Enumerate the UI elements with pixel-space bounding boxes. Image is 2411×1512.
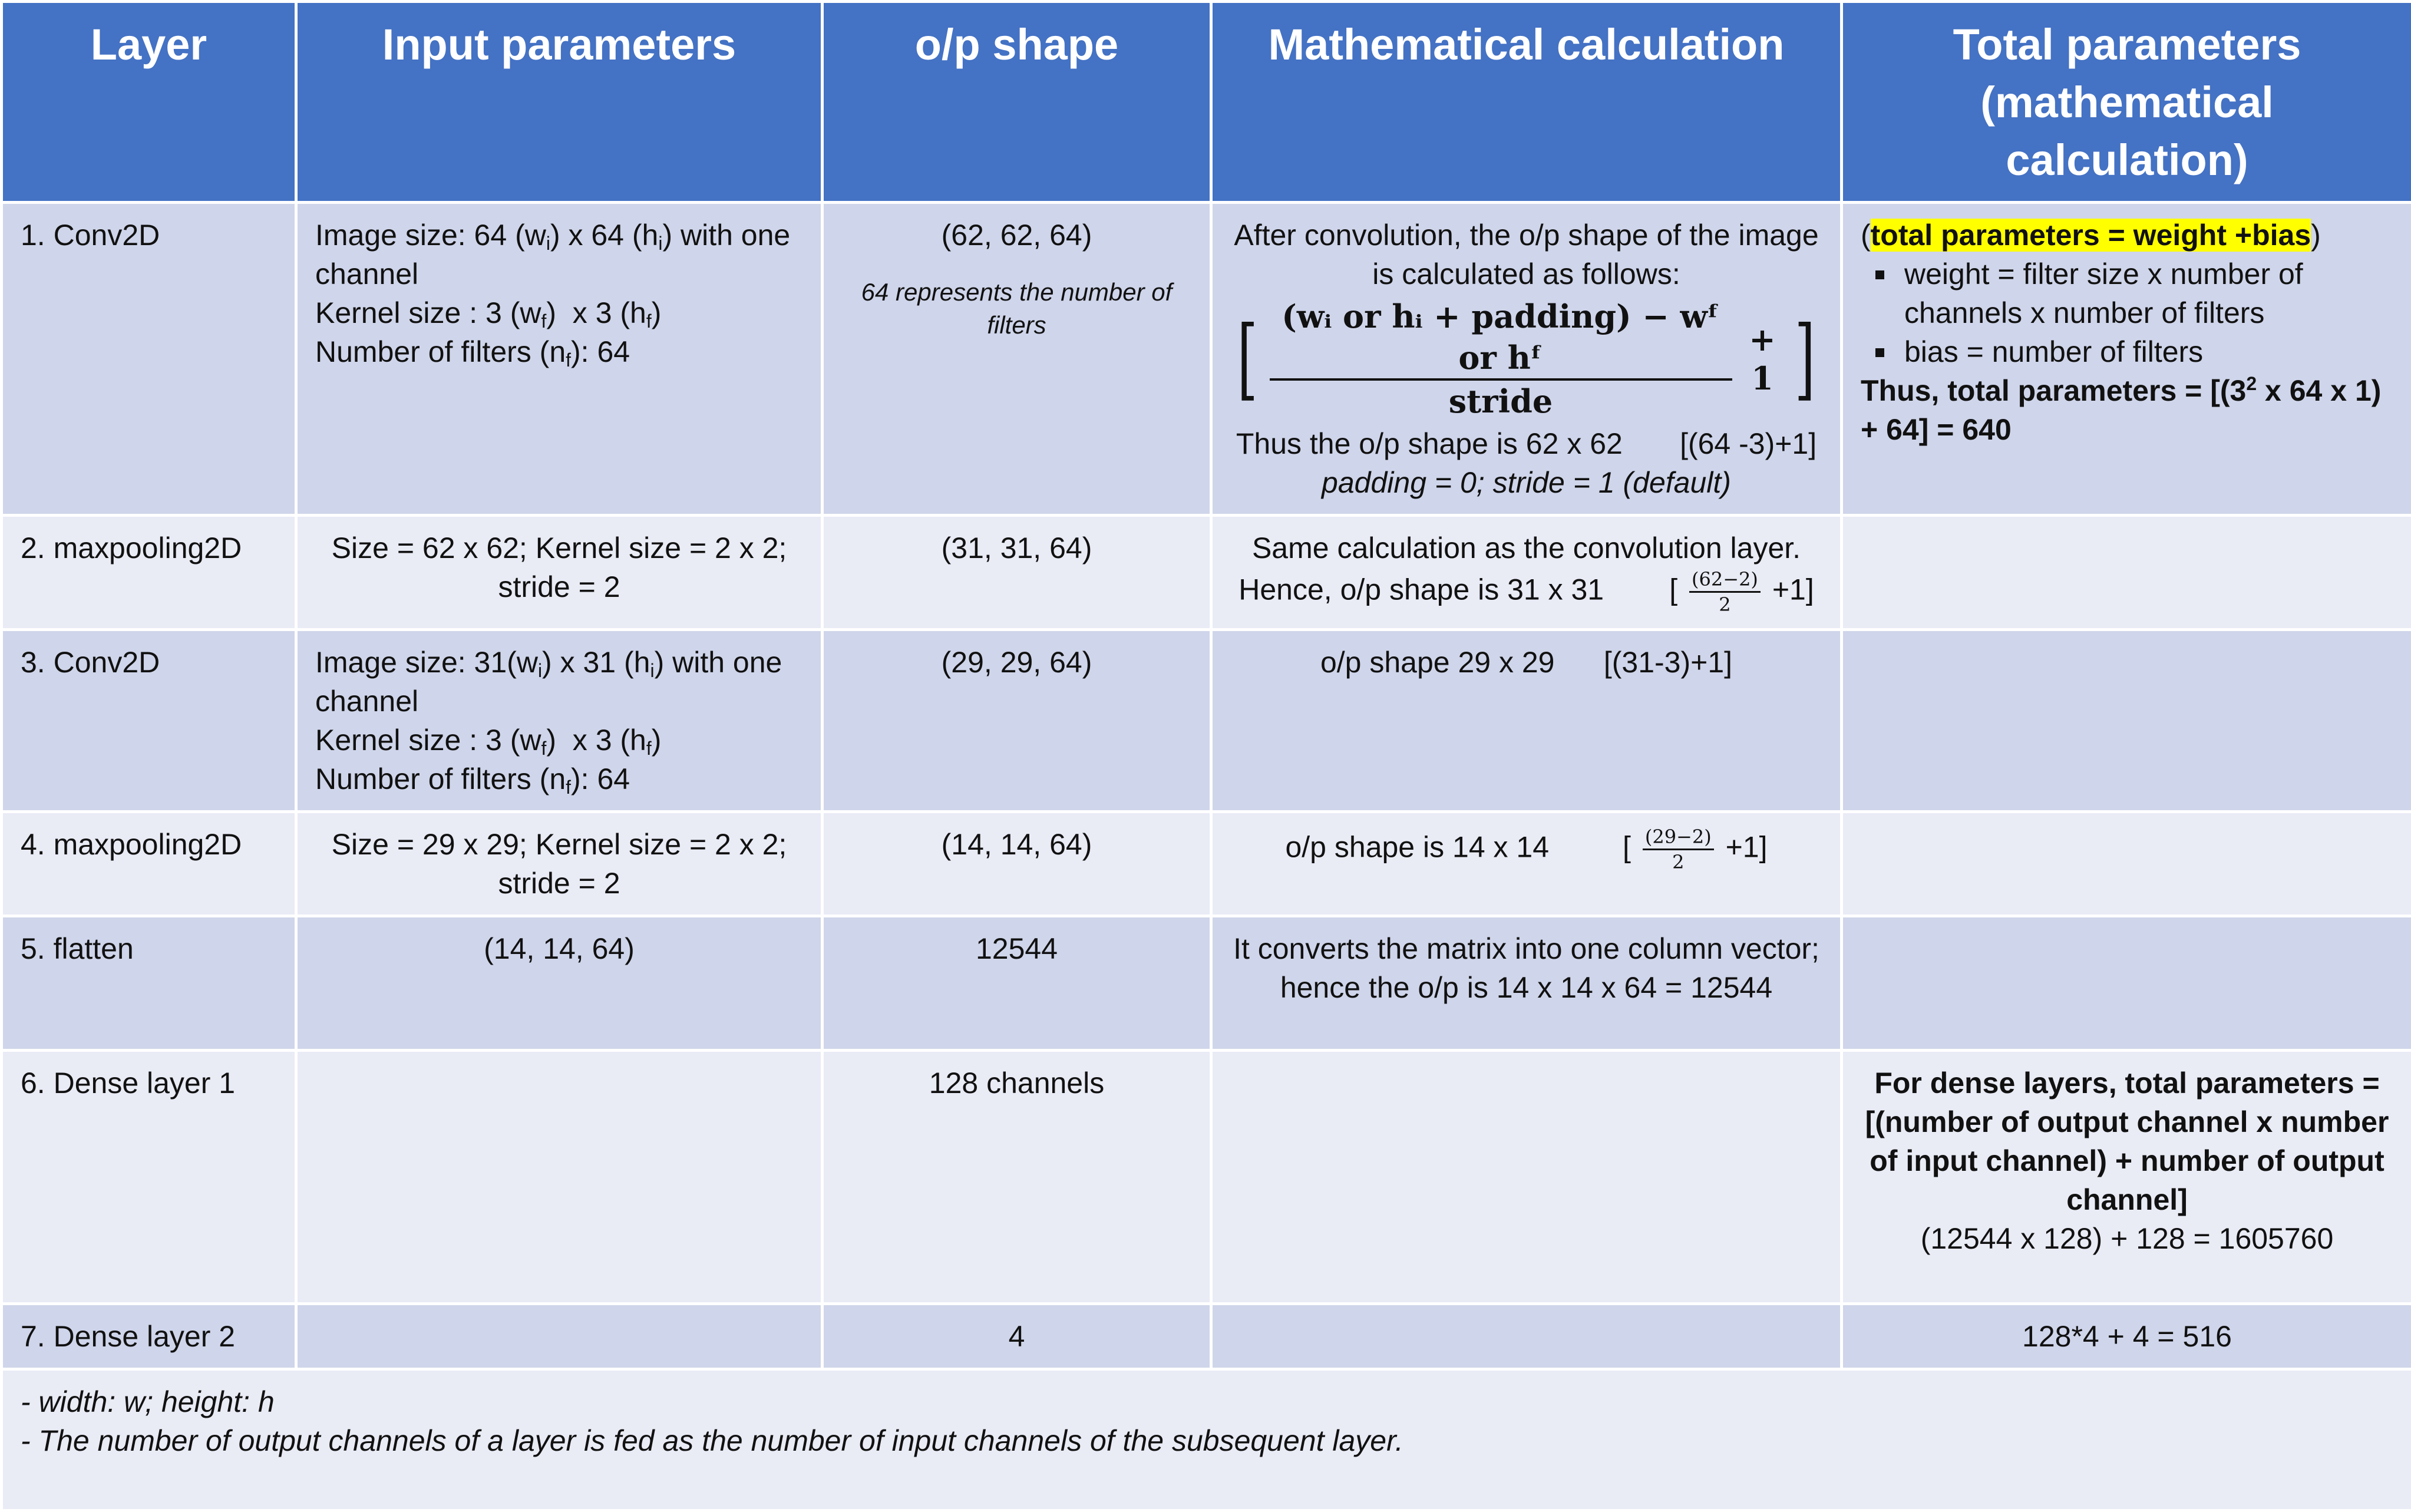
math-line-1: Same calculation as the convolution layer.	[1230, 529, 1822, 567]
note-line-1: - width: w; height: h	[21, 1382, 2393, 1421]
math-result-line	[1230, 424, 1822, 463]
output-shape-value: (62, 62, 64)	[841, 216, 1192, 255]
highlighted-formula: total parameters = weight +bias	[1871, 219, 2311, 252]
table-row	[2, 516, 2411, 630]
input-parameters	[296, 1304, 823, 1369]
math-result: Thus the o/p shape is 62 x 62	[1236, 427, 1623, 460]
kernel-size-line: Kernel size : 3 $(w_f)$ x 3 $(h_f)$	[315, 721, 803, 760]
dense-formula: For dense layers, total parameters = [(number of output channel x number of input channel) + number of output channel]	[1861, 1064, 2393, 1219]
math-text: o/p shape is 14 x 14	[1285, 831, 1549, 864]
table-row	[2, 203, 2411, 516]
total-parameters	[1842, 630, 2411, 812]
total-result-sup: 2	[2246, 373, 2257, 394]
layer-name: 5. flatten	[2, 916, 296, 1051]
bullet-weight: ▪ weight = filter size x number of channels x number of filters	[1897, 255, 2393, 332]
math-text: o/p shape 29 x 29	[1320, 646, 1555, 679]
layer-name: 4. maxpooling2D	[2, 812, 296, 916]
fraction-numerator: (29−2)	[1643, 825, 1714, 850]
math-calculation	[1211, 630, 1842, 812]
formula-fraction	[1270, 296, 1732, 422]
total-parameters	[1842, 1051, 2411, 1304]
output-shape: (31, 31, 64)	[823, 516, 1211, 630]
fraction-numerator: (62−2)	[1689, 567, 1761, 593]
total-parameters	[1842, 812, 2411, 916]
header-output-shape: o/p shape	[823, 2, 1211, 203]
table-row	[2, 1051, 2411, 1304]
header-input-parameters: Input parameters	[296, 2, 823, 203]
right-bracket: ]	[1795, 315, 1815, 403]
formula-numerator: (wᵢ or hᵢ + padding) − wᶠ or hᶠ	[1270, 296, 1732, 381]
total-formula-line: (total parameters = weight +bias)	[1861, 216, 2393, 255]
total-parameters: 128*4 + 4 = 516	[1842, 1304, 2411, 1369]
total-parameters	[1842, 516, 2411, 630]
table-row	[2, 1304, 2411, 1369]
header-layer: Layer	[2, 2, 296, 203]
total-bullets	[1861, 255, 2393, 371]
input-parameters: Size = 29 x 29; Kernel size = 2 x 2; stride = 2	[296, 812, 823, 916]
bullet-bias: ▪ bias = number of filters	[1897, 332, 2393, 371]
output-shape	[823, 203, 1211, 516]
math-intro: After convolution, the o/p shape of the image is calculated as follows:	[1230, 216, 1822, 293]
total-parameters	[1842, 916, 2411, 1051]
output-shape: (14, 14, 64)	[823, 812, 1211, 916]
fraction-denominator: 2	[1719, 593, 1730, 616]
math-calculation	[1211, 1051, 1842, 1304]
dense-calculation: (12544 x 128) + 128 = 1605760	[1861, 1219, 2393, 1258]
table-row	[2, 630, 2411, 812]
header-mathematical-calculation: Mathematical calculation	[1211, 2, 1842, 203]
header-row	[2, 2, 2411, 203]
layer-name: 7. Dense layer 2	[2, 1304, 296, 1369]
math-calculation: It converts the matrix into one column vector; hence the o/p is 14 x 14 x 64 = 12544	[1211, 916, 1842, 1051]
formula-plus-one: + 1	[1737, 320, 1788, 398]
math-calculation	[1211, 203, 1842, 516]
fraction-tail: +1]	[1726, 831, 1768, 864]
note-line-2: - The number of output channels of a layer is fed as the number of input channels of the subsequent layer.	[21, 1421, 2393, 1460]
input-parameters	[296, 203, 823, 516]
header-total-parameters: Total parameters (mathematical calculation)	[1842, 2, 2411, 203]
kernel-size-line: Kernel size : 3 $(w_f)$ x 3 $(h_f)$	[315, 293, 803, 332]
math-calculation	[1211, 516, 1842, 630]
layer-name: 3. Conv2D	[2, 630, 296, 812]
output-shape-note: 64 represents the number of filters	[841, 276, 1192, 342]
pool-fraction	[1643, 825, 1714, 874]
total-result	[1861, 371, 2393, 449]
fraction-tail: +1]	[1772, 573, 1814, 606]
total-result-part-a: Thus, total parameters = [(3	[1861, 374, 2246, 407]
image-size-line: Image size: $31(w_i)$ x 31 $(h_i)$ with one channel	[315, 643, 803, 721]
layer-name: 6. Dense layer 1	[2, 1051, 296, 1304]
notes-cell	[2, 1369, 2411, 1511]
output-shape: (29, 29, 64)	[823, 630, 1211, 812]
math-line-2: Hence, o/p shape is 31 x 31 [ $\frac{(62-2)}{2}$ +1]	[1230, 567, 1822, 616]
input-parameters	[296, 630, 823, 812]
table-row	[2, 916, 2411, 1051]
total-result-part-b: x 64 x 1) + 64] = 640	[1861, 374, 2381, 446]
filters-line: Number of filters $(n_f)$: 64	[315, 760, 803, 798]
input-parameters: Size = 62 x 62; Kernel size = 2 x 2; stride = 2	[296, 516, 823, 630]
table-row	[2, 812, 2411, 916]
output-shape: 4	[823, 1304, 1211, 1369]
input-parameters: (14, 14, 64)	[296, 916, 823, 1051]
layer-name: 1. Conv2D	[2, 203, 296, 516]
fraction-denominator: 2	[1672, 850, 1684, 874]
output-shape: 12544	[823, 916, 1211, 1051]
pool-fraction	[1689, 567, 1761, 616]
output-shape: 128 channels	[823, 1051, 1211, 1304]
notes-row	[2, 1369, 2411, 1511]
math-note: padding = 0; stride = 1 (default)	[1230, 463, 1822, 502]
formula-denominator: stride	[1449, 381, 1553, 422]
filters-line: Number of filters $(n_f)$: 64	[315, 332, 803, 371]
input-parameters	[296, 1051, 823, 1304]
output-size-formula	[1230, 296, 1822, 422]
image-size-line: Image size: 64 $(w_i)$ x 64 $(h_i)$ with one channel	[315, 216, 803, 293]
math-expr: [(31-3)+1]	[1604, 646, 1732, 679]
math-calculation	[1211, 1304, 1842, 1369]
math-line-2-text: Hence, o/p shape is 31 x 31	[1238, 573, 1604, 606]
math-calculation: o/p shape is 14 x 14 [ $\frac{(29-2)}{2}$ +1]	[1211, 812, 1842, 916]
layer-name: 2. maxpooling2D	[2, 516, 296, 630]
math-result-expr: [(64 -3)+1]	[1680, 427, 1816, 460]
total-parameters	[1842, 203, 2411, 516]
left-bracket: [	[1237, 315, 1258, 403]
